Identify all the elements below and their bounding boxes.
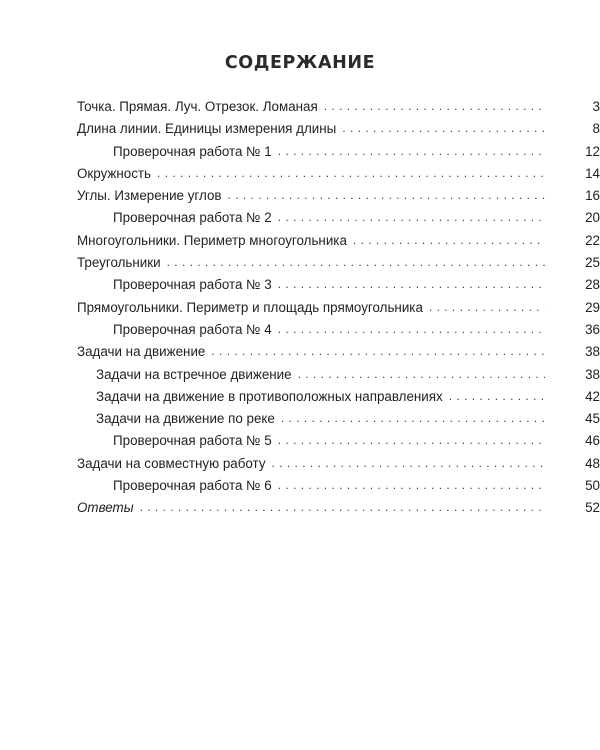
toc-leader-dots [228,187,545,204]
toc-entry-page-number: 14 [585,165,600,181]
toc-leader-dots [324,98,545,115]
page-title: СОДЕРЖАНИЕ [224,53,376,73]
toc-entry-title: Проверочная работа № 1 [113,143,272,159]
toc-entry-page-number: 22 [585,232,600,248]
toc-leader-dots [278,432,545,449]
toc-entry[interactable] [0,163,600,185]
toc-entry-page-number: 46 [585,433,600,449]
toc-leader-dots [272,455,545,472]
toc-entry-page-number: 8 [592,121,600,137]
toc-entry-title: Многоугольники. Периметр многоугольника [77,232,347,248]
toc-entry-title: Задачи на совместную работу [77,455,266,471]
toc-entry-page-number: 48 [585,455,600,471]
toc-leader-dots [278,209,545,226]
toc-entry-page-number: 12 [585,143,600,159]
toc-entry-title: Точка. Прямая. Луч. Отрезок. Ломаная [77,99,318,114]
toc-leader-dots [167,254,545,271]
toc-leader-dots [157,165,545,182]
toc-entry[interactable] [0,185,600,207]
toc-leader-dots [278,321,545,338]
toc-entry[interactable] [0,319,600,341]
toc-leader-dots [449,388,545,405]
toc-entry-title: Задачи на движение в противоположных направлениях [96,388,443,404]
toc-leader-dots [353,232,545,249]
toc-entry-page-number: 25 [585,255,600,271]
toc-entry[interactable] [0,364,600,386]
toc-entry[interactable] [0,408,600,430]
toc-leader-dots [429,299,545,316]
toc-entry-page-number: 20 [585,210,600,226]
toc-entry[interactable] [0,297,600,319]
toc-entry-title: Проверочная работа № 5 [113,433,272,449]
toc-entry-page-number: 38 [585,366,600,382]
toc-leader-dots [211,343,545,360]
toc-entry-page-number: 38 [585,344,600,360]
toc-entry-page-number: 50 [585,478,600,494]
toc-entry[interactable] [0,230,600,252]
toc-entry-title: Проверочная работа № 6 [113,478,272,494]
toc-entry[interactable] [0,274,600,296]
toc-entry[interactable] [0,386,600,408]
toc-entry-title: Задачи на движение по реке [96,411,275,427]
toc-entry[interactable] [0,96,600,118]
toc-entry-title: Ответы [77,500,134,516]
table-of-contents [0,96,600,520]
toc-leader-dots [281,410,545,427]
toc-entry-title: Проверочная работа № 3 [113,277,272,293]
toc-entry-page-number: 42 [585,388,600,404]
toc-entry[interactable] [0,118,600,140]
toc-entry-title: Окружность [77,165,152,181]
toc-leader-dots [278,143,545,160]
toc-entry-title: Проверочная работа № 2 [113,210,272,226]
toc-leader-dots [278,477,545,494]
toc-entry[interactable] [0,341,600,363]
toc-entry[interactable] [0,141,600,163]
toc-entry-title: Задачи на встречное движение [96,366,292,382]
toc-entry[interactable] [0,252,600,274]
toc-entry-page-number: 36 [585,321,600,337]
toc-entry-page-number: 16 [585,188,600,204]
toc-leader-dots [298,366,545,383]
toc-entry-title: Углы. Измерение углов [77,188,222,204]
toc-entry-title: Треугольники [77,255,161,271]
toc-entry[interactable] [0,497,600,519]
toc-entry-page-number: 52 [585,500,600,516]
toc-entry-page-number: 29 [585,299,600,315]
toc-entry-page-number: 3 [592,99,600,114]
toc-entry-title: Прямоугольники. Периметр и площадь прямоугольника [77,299,423,315]
toc-entry-title: Задачи на движение [77,344,206,360]
toc-entry-page-number: 28 [585,277,600,293]
toc-entry-title: Проверочная работа № 4 [113,321,272,337]
toc-leader-dots [278,276,545,293]
toc-leader-dots [140,499,545,516]
toc-entry-page-number: 45 [585,411,600,427]
toc-entry[interactable] [0,453,600,475]
toc-entry-title: Длина линии. Единицы измерения длины [77,121,337,137]
toc-entry[interactable] [0,207,600,229]
toc-entry[interactable] [0,430,600,452]
toc-entry[interactable] [0,475,600,497]
toc-leader-dots [342,120,545,137]
